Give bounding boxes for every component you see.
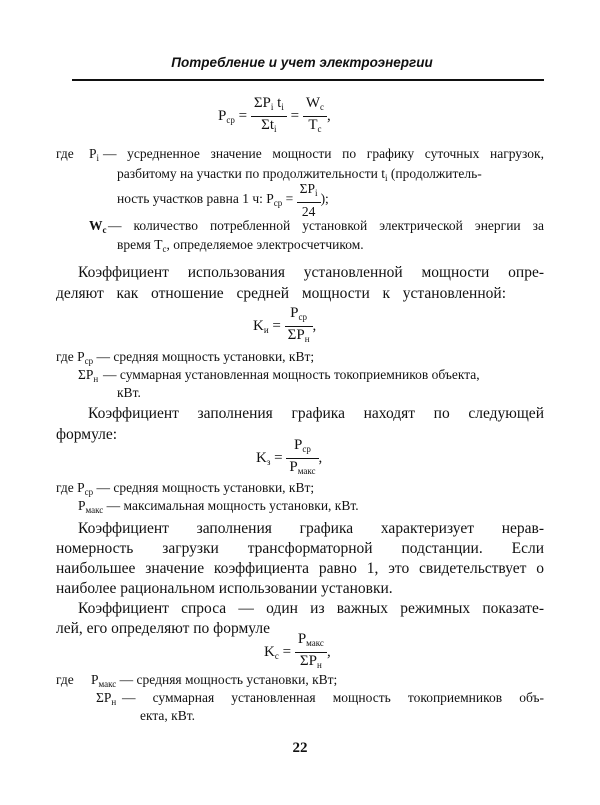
definition-text: — усредненное значение мощности по графику суточных нагрузок, xyxy=(103,146,544,161)
def-symbol: $W_c$ xyxy=(89,218,107,235)
paragraph-text: формуле: xyxy=(56,426,118,443)
def-symbol: $\Sigma P_н$ xyxy=(96,690,117,707)
fraction: $\frac{P_{макс}}{\Sigma P_н}$ xyxy=(295,631,327,674)
definition-text: — суммарная установленная мощность токоприемников объ- xyxy=(122,690,544,705)
definition-text: разбитому на участки по продолжительности $t_i$ (продолжитель- xyxy=(117,166,482,183)
fraction: $\frac{\Sigma P_i t_i}{\Sigma t_i}$ xyxy=(251,95,287,138)
paragraph-text: наибольшее значение коэффициента равно 1, это свидетельствует о xyxy=(56,560,544,577)
definition-text: кВт. xyxy=(117,385,141,400)
definition-text: $P_{макс}$ — средняя мощность установки, кВт; xyxy=(91,672,338,689)
def-where-label: где xyxy=(56,672,74,687)
definition-text: время $T_c$, определяемое электросчетчиком. xyxy=(117,237,364,254)
paragraph-text: Коэффициент спроса — один из важных режимных показате- xyxy=(78,600,544,617)
header-rule xyxy=(72,79,544,81)
definition-text: екта, кВт. xyxy=(140,708,196,723)
paragraph-text: Коэффициент использования установленной мощности опре- xyxy=(78,264,544,281)
running-header: Потребление и учет электроэнергии xyxy=(171,55,433,70)
fraction: $\frac{P_{ср}}{P_{макс}}$ xyxy=(286,437,318,480)
paragraph-text: лей, его определяют по формуле xyxy=(56,620,270,637)
def-where-label: где xyxy=(56,146,74,161)
definition-text: ность участков равна 1 ч: $P_{ср}$ = $\frac{\Sigma P_i}{24}$ ); xyxy=(117,181,329,219)
definition-text: где $P_{ср}$ — средняя мощность установки, кВт; xyxy=(56,480,315,497)
page-number: 22 xyxy=(292,740,308,756)
formula-average-power: $P_{ср}$ = $\frac{\Sigma P_i t_i}{\Sigma t_i}$ = $\frac{W_c}{T_c}$ , xyxy=(218,95,331,138)
definition-text: — суммарная установленная мощность токоприемников объекта, xyxy=(103,367,480,382)
paragraph-text: наиболее рациональном использовании установки. xyxy=(56,580,393,597)
paragraph-text: Коэффициент заполнения графика характеризует нерав- xyxy=(78,520,544,537)
fraction: $\frac{W_c}{T_c}$ xyxy=(303,95,327,138)
fraction: $\frac{\Sigma P_i}{24}$ xyxy=(297,180,321,220)
fraction: $\frac{P_{ср}}{\Sigma P_н}$ xyxy=(285,305,313,348)
formula-fill-factor: $K_з$ = $\frac{P_{ср}}{P_{макс}}$ , xyxy=(256,437,322,480)
definition-text: $P_{макс}$ — максимальная мощность установки, кВт. xyxy=(78,498,359,515)
formula-demand-factor: $K_с$ = $\frac{P_{макс}}{\Sigma P_н}$ , xyxy=(264,631,331,674)
formula-utilization-coefficient: $K_и$ = $\frac{P_{ср}}{\Sigma P_н}$ , xyxy=(253,305,316,348)
paragraph-text: Коэффициент заполнения графика находят по следующей xyxy=(88,405,544,422)
definition-text: где $P_{ср}$ — средняя мощность установки, кВт; xyxy=(56,349,315,366)
def-symbol: $\Sigma P_н$ xyxy=(78,367,99,384)
paragraph-text: деляют как отношение средней мощности к установленной: xyxy=(56,285,506,302)
paragraph-text: номерность загрузки трансформаторной подстанции. Если xyxy=(56,540,544,557)
def-symbol: $P_i$ xyxy=(89,146,100,163)
definition-text: — количество потребленной установкой электрической энергии за xyxy=(108,218,544,233)
